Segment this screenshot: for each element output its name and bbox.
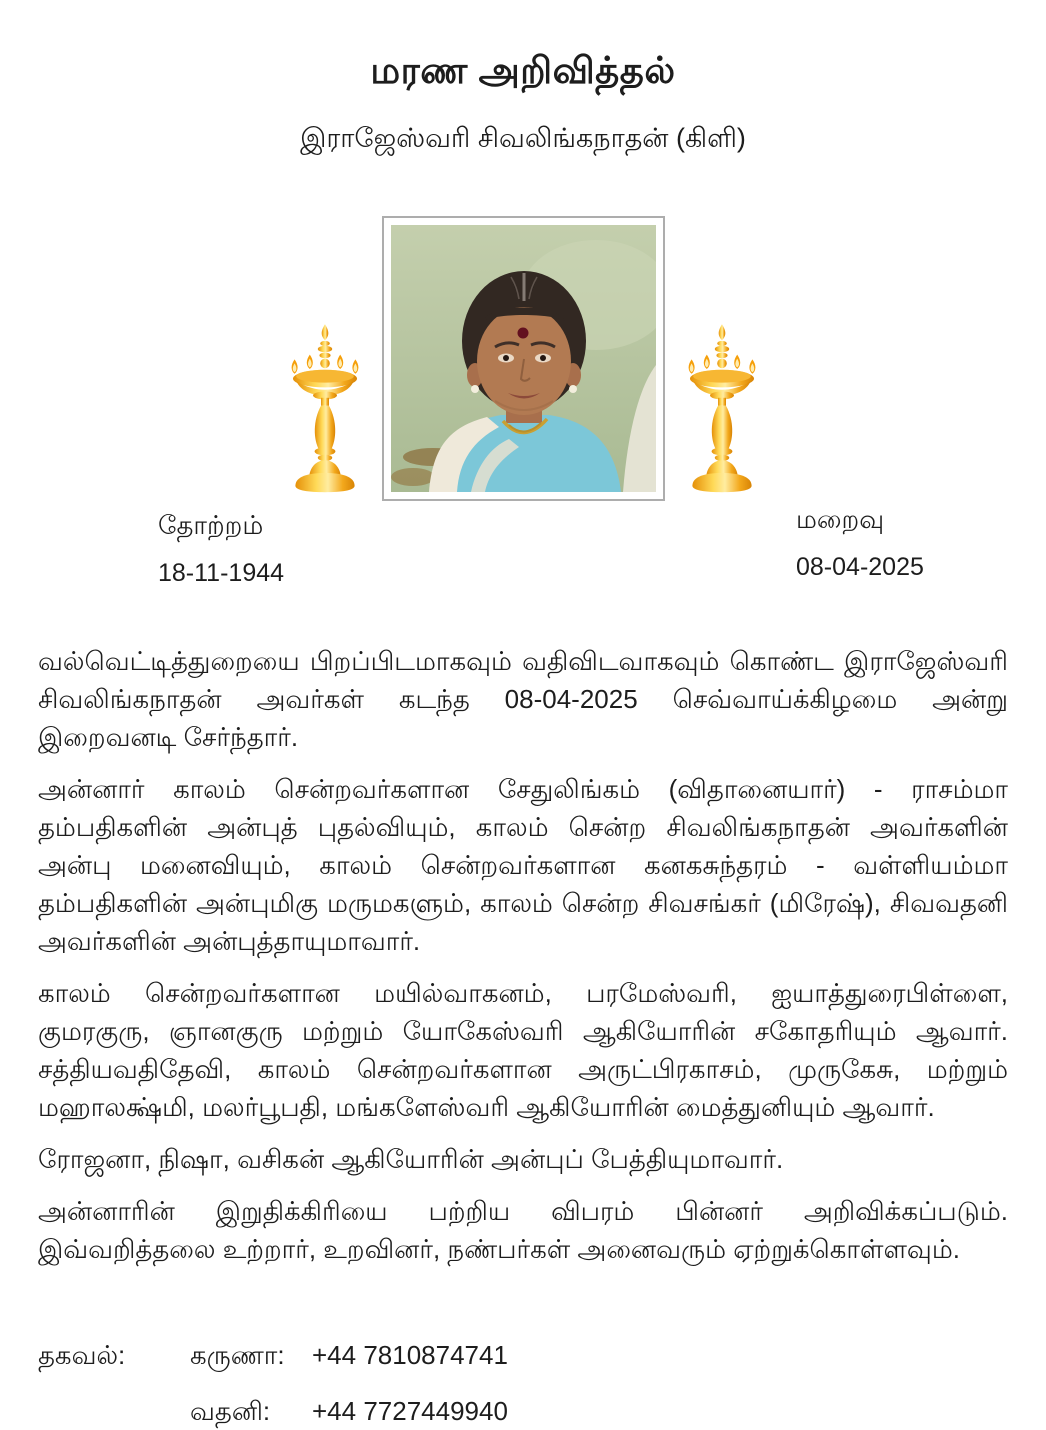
deceased-name: இராஜேஸ்வரி சிவலிங்கநாதன் (கிளி) (300, 123, 746, 153)
photo-row (0, 216, 1046, 501)
page-title: மரண அறிவித்தல் (370, 50, 676, 91)
paragraph-funeral-notice: அன்னாரின் இறுதிக்கிரியை பற்றிய விபரம் பின்னர் அறிவிக்கப்படும். இவ்வறித்தலை உற்றார், உறவினர், நண்பர்கள் அனைவரும் ஏற்றுக்கொள்ளவும். (38, 1196, 1008, 1264)
oil-lamp-icon (681, 321, 763, 497)
death-label: மறைவு (796, 504, 885, 534)
birth-info (158, 508, 284, 588)
paragraph-grandchildren: ரோஜனா, நிஷா, வசிகன் ஆகியோரின் அன்புப் பேத்தியுமாவார். (38, 1144, 784, 1174)
paragraph-death-notice: வல்வெட்டித்துறையை பிறப்பிடமாகவும் வதிவிடவாகவும் கொண்ட இராஜேஸ்வரி சிவலிங்கநாதன் அவர்கள் கடந்த 08-04-2025 செவ்வாய்க்கிழமை அன்று இறைவனடி சேர்ந்தார். (38, 646, 1008, 752)
oil-lamp-icon (284, 321, 366, 497)
death-info (796, 502, 924, 582)
contact-name-1: கருணா: (190, 1340, 285, 1370)
birth-date: 18-11-1944 (158, 559, 285, 587)
death-date: 08-04-2025 (796, 553, 924, 581)
contact-info-label: தகவல்: (38, 1340, 126, 1370)
announcement-body (38, 642, 1008, 1268)
contact-name-2: வதனி: (190, 1396, 271, 1426)
portrait-photo (391, 225, 656, 492)
portrait-photo-frame (382, 216, 665, 501)
contact-phone-2: +44 7727449940 (312, 1396, 508, 1426)
paragraph-family-parents: அன்னார் காலம் சென்றவர்களான சேதுலிங்கம் (விதானையார்) - ராசம்மா தம்பதிகளின் அன்புத் புதல்வியும், காலம் சென்ற சிவலிங்கநாதன் அவர்களின் அன்பு மனைவியும், காலம் சென்றவர்களான கனகசுந்தரம் - வள்ளியம்மா தம்பதிகளின் அன்புமிகு மருமகளும், காலம் சென்ற சிவசங்கர் (மிரேஷ்), சிவவதனி அவர்களின் அன்புத்தாயுமாவார். (38, 774, 1008, 956)
birth-label: தோற்றம் (158, 510, 264, 540)
contact-phone-1: +44 7810874741 (312, 1340, 508, 1370)
contact-spacer (38, 1392, 190, 1430)
paragraph-siblings: காலம் சென்றவர்களான மயில்வாகனம், பரமேஸ்வரி, ஐயாத்துரைபிள்ளை, குமரகுரு, ஞானகுரு மற்றும் யோகேஸ்வரி ஆகியோரின் சகோதரியும் ஆவார். சத்தியவதிதேவி, காலம் சென்றவர்களான அருட்பிரகாசம், முருகேசு, மற்றும் மஹாலக்ஷ்மி, மலர்பூபதி, மங்களேஸ்வரி ஆகியோரின் மைத்துனியும் ஆவார். (38, 978, 1008, 1122)
contact-section (38, 1336, 1008, 1430)
photo-section (0, 216, 1046, 616)
